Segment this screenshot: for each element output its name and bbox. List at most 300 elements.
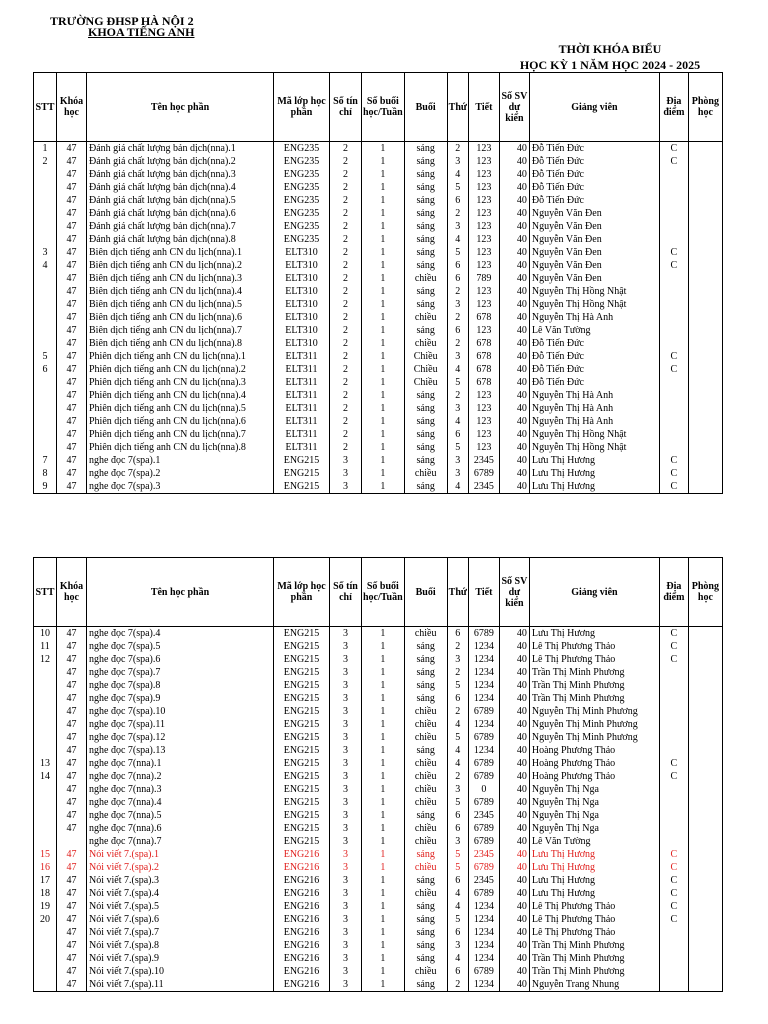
cell-buoi: sáng — [404, 324, 447, 337]
cell-ten-hoc-phan: Đánh giá chất lượng bản dịch(nna).3 — [87, 168, 274, 181]
cell-thu: 5 — [447, 796, 468, 809]
cell-so-buoi: 1 — [362, 376, 405, 389]
cell-phong-hoc — [688, 311, 722, 324]
cell-phong-hoc — [688, 181, 722, 194]
cell-so-buoi: 1 — [362, 428, 405, 441]
table-row — [34, 887, 723, 900]
cell-stt — [34, 181, 57, 194]
cell-so-sv: 40 — [499, 467, 529, 480]
cell-tiet: 1234 — [468, 952, 499, 965]
cell-buoi: sáng — [404, 679, 447, 692]
cell-giang-vien: Lê Thị Phương Thảo — [529, 926, 659, 939]
cell-thu: 3 — [447, 783, 468, 796]
cell-dia-diem — [659, 952, 688, 965]
cell-thu: 6 — [447, 809, 468, 822]
cell-thu: 5 — [447, 441, 468, 454]
cell-dia-diem — [659, 718, 688, 731]
cell-giang-vien: Đỗ Tiến Đức — [529, 194, 659, 207]
cell-khoa-hoc: 47 — [57, 809, 87, 822]
cell-giang-vien: Lê Thị Phương Thảo — [529, 653, 659, 666]
cell-so-buoi: 1 — [362, 978, 405, 992]
cell-tiet: 123 — [468, 168, 499, 181]
col-header-buoi: Buổi — [404, 73, 447, 142]
cell-so-sv: 40 — [499, 298, 529, 311]
cell-so-buoi: 1 — [362, 454, 405, 467]
table-row — [34, 939, 723, 952]
cell-khoa-hoc: 47 — [57, 415, 87, 428]
cell-so-buoi: 1 — [362, 913, 405, 926]
cell-khoa-hoc: 47 — [57, 952, 87, 965]
cell-so-sv: 40 — [499, 796, 529, 809]
table-row — [34, 926, 723, 939]
table-row — [34, 363, 723, 376]
cell-so-buoi: 1 — [362, 259, 405, 272]
cell-phong-hoc — [688, 796, 722, 809]
col-header-ten-hoc-phan: Tên học phần — [87, 73, 274, 142]
cell-so-buoi: 1 — [362, 467, 405, 480]
cell-thu: 2 — [447, 705, 468, 718]
cell-khoa-hoc: 47 — [57, 692, 87, 705]
cell-stt: 12 — [34, 653, 57, 666]
cell-phong-hoc — [688, 835, 722, 848]
cell-so-sv: 40 — [499, 285, 529, 298]
cell-ma-lop: ENG216 — [274, 874, 330, 887]
cell-giang-vien: Trần Thị Minh Phương — [529, 679, 659, 692]
cell-dia-diem — [659, 181, 688, 194]
cell-thu: 4 — [447, 952, 468, 965]
cell-so-sv: 40 — [499, 350, 529, 363]
cell-tiet: 6789 — [468, 822, 499, 835]
cell-thu: 3 — [447, 939, 468, 952]
cell-phong-hoc — [688, 402, 722, 415]
cell-tiet: 2345 — [468, 454, 499, 467]
cell-so-buoi: 1 — [362, 887, 405, 900]
cell-phong-hoc — [688, 324, 722, 337]
cell-so-buoi: 1 — [362, 926, 405, 939]
cell-tiet: 123 — [468, 389, 499, 402]
cell-so-buoi: 1 — [362, 415, 405, 428]
table-row — [34, 194, 723, 207]
table-row — [34, 848, 723, 861]
school-header — [50, 16, 194, 38]
cell-khoa-hoc: 47 — [57, 770, 87, 783]
cell-so-sv: 40 — [499, 181, 529, 194]
cell-so-tin-chi: 2 — [330, 207, 362, 220]
cell-thu: 3 — [447, 350, 468, 363]
cell-thu: 4 — [447, 757, 468, 770]
cell-stt: 19 — [34, 900, 57, 913]
cell-so-tin-chi: 3 — [330, 965, 362, 978]
cell-buoi: chiều — [404, 731, 447, 744]
cell-ma-lop: ENG215 — [274, 809, 330, 822]
cell-giang-vien: Nguyễn Thị Nga — [529, 809, 659, 822]
cell-so-sv: 40 — [499, 402, 529, 415]
cell-buoi: Chiều — [404, 350, 447, 363]
cell-phong-hoc — [688, 246, 722, 259]
col-header-ma-lop: Mã lớp học phần — [274, 73, 330, 142]
cell-ma-lop: ELT310 — [274, 311, 330, 324]
cell-ten-hoc-phan: nghe đọc 7(spa).7 — [87, 666, 274, 679]
cell-tiet: 1234 — [468, 900, 499, 913]
cell-ma-lop: ELT310 — [274, 337, 330, 350]
cell-so-sv: 40 — [499, 220, 529, 233]
cell-buoi: sáng — [404, 744, 447, 757]
cell-so-sv: 40 — [499, 415, 529, 428]
table-row — [34, 770, 723, 783]
cell-giang-vien: Đỗ Tiến Đức — [529, 142, 659, 156]
cell-giang-vien: Lê Văn Tường — [529, 835, 659, 848]
cell-thu: 5 — [447, 246, 468, 259]
cell-so-buoi: 1 — [362, 770, 405, 783]
cell-ma-lop: ELT310 — [274, 259, 330, 272]
cell-giang-vien: Nguyễn Văn Đen — [529, 233, 659, 246]
cell-thu: 4 — [447, 233, 468, 246]
cell-so-buoi: 1 — [362, 718, 405, 731]
cell-stt — [34, 731, 57, 744]
cell-thu: 2 — [447, 337, 468, 350]
col-header-thu: Thứ — [447, 558, 468, 627]
cell-buoi: sáng — [404, 653, 447, 666]
cell-thu: 4 — [447, 363, 468, 376]
cell-dia-diem: C — [659, 887, 688, 900]
cell-dia-diem: C — [659, 467, 688, 480]
cell-ten-hoc-phan: Nói viết 7.(spa).5 — [87, 900, 274, 913]
cell-tiet: 1234 — [468, 653, 499, 666]
cell-ten-hoc-phan: nghe đọc 7(spa).6 — [87, 653, 274, 666]
cell-stt: 14 — [34, 770, 57, 783]
cell-stt: 8 — [34, 467, 57, 480]
cell-ma-lop: ENG216 — [274, 952, 330, 965]
cell-ten-hoc-phan: Đánh giá chất lượng bản dịch(nna).7 — [87, 220, 274, 233]
cell-ten-hoc-phan: nghe đọc 7(spa).10 — [87, 705, 274, 718]
cell-giang-vien: Lê Thị Phương Thảo — [529, 913, 659, 926]
cell-ten-hoc-phan: Đánh giá chất lượng bản dịch(nna).6 — [87, 207, 274, 220]
cell-stt — [34, 441, 57, 454]
table-row — [34, 324, 723, 337]
cell-khoa-hoc: 47 — [57, 376, 87, 389]
cell-tiet: 1234 — [468, 926, 499, 939]
cell-ten-hoc-phan: Nói viết 7.(spa).4 — [87, 887, 274, 900]
table-row — [34, 731, 723, 744]
cell-khoa-hoc: 47 — [57, 861, 87, 874]
cell-so-tin-chi: 2 — [330, 376, 362, 389]
cell-giang-vien: Nguyễn Văn Đen — [529, 246, 659, 259]
cell-giang-vien: Đỗ Tiến Đức — [529, 350, 659, 363]
cell-khoa-hoc: 47 — [57, 887, 87, 900]
cell-khoa-hoc: 47 — [57, 311, 87, 324]
cell-so-tin-chi: 2 — [330, 350, 362, 363]
cell-phong-hoc — [688, 874, 722, 887]
table-row — [34, 874, 723, 887]
cell-khoa-hoc: 47 — [57, 402, 87, 415]
cell-ma-lop: ENG215 — [274, 705, 330, 718]
cell-stt: 10 — [34, 627, 57, 641]
cell-tiet: 2345 — [468, 480, 499, 494]
table-row — [34, 835, 723, 848]
table-row — [34, 389, 723, 402]
cell-thu: 3 — [447, 467, 468, 480]
cell-tiet: 2345 — [468, 848, 499, 861]
cell-so-sv: 40 — [499, 744, 529, 757]
col-header-khoa-hoc: Khóa học — [57, 558, 87, 627]
cell-dia-diem: C — [659, 142, 688, 156]
cell-buoi: chiều — [404, 705, 447, 718]
cell-phong-hoc — [688, 285, 722, 298]
cell-so-tin-chi: 3 — [330, 926, 362, 939]
cell-giang-vien: Nguyễn Thị Hồng Nhật — [529, 298, 659, 311]
table-row — [34, 220, 723, 233]
cell-stt — [34, 311, 57, 324]
cell-so-buoi: 1 — [362, 783, 405, 796]
cell-buoi: sáng — [404, 640, 447, 653]
cell-thu: 6 — [447, 259, 468, 272]
cell-dia-diem — [659, 692, 688, 705]
cell-stt — [34, 389, 57, 402]
cell-stt — [34, 835, 57, 848]
cell-ten-hoc-phan: Biên dịch tiếng anh CN du lịch(nna).8 — [87, 337, 274, 350]
table-row — [34, 978, 723, 992]
cell-buoi: chiều — [404, 783, 447, 796]
cell-ma-lop: ENG215 — [274, 480, 330, 494]
cell-thu: 2 — [447, 640, 468, 653]
cell-buoi: sáng — [404, 285, 447, 298]
cell-so-buoi: 1 — [362, 272, 405, 285]
cell-khoa-hoc: 47 — [57, 207, 87, 220]
cell-ma-lop: ELT310 — [274, 272, 330, 285]
cell-dia-diem — [659, 233, 688, 246]
cell-dia-diem: C — [659, 874, 688, 887]
cell-giang-vien: Nguyễn Thị Hà Anh — [529, 389, 659, 402]
cell-stt: 1 — [34, 142, 57, 156]
cell-thu: 6 — [447, 194, 468, 207]
cell-tiet: 1234 — [468, 913, 499, 926]
cell-tiet: 6789 — [468, 627, 499, 641]
cell-ten-hoc-phan: Biên dịch tiếng anh CN du lịch(nna).5 — [87, 298, 274, 311]
cell-phong-hoc — [688, 272, 722, 285]
cell-giang-vien: Lê Thị Phương Thảo — [529, 640, 659, 653]
cell-ten-hoc-phan: Biên dịch tiếng anh CN du lịch(nna).2 — [87, 259, 274, 272]
cell-stt — [34, 666, 57, 679]
cell-so-tin-chi: 3 — [330, 978, 362, 992]
table-row — [34, 311, 723, 324]
cell-stt — [34, 744, 57, 757]
cell-phong-hoc — [688, 142, 722, 156]
cell-ma-lop: ENG216 — [274, 965, 330, 978]
cell-so-tin-chi: 3 — [330, 848, 362, 861]
table-row — [34, 913, 723, 926]
col-header-ten-hoc-phan: Tên học phần — [87, 558, 274, 627]
cell-phong-hoc — [688, 350, 722, 363]
cell-so-tin-chi: 3 — [330, 900, 362, 913]
cell-buoi: sáng — [404, 952, 447, 965]
cell-ma-lop: ELT310 — [274, 324, 330, 337]
cell-dia-diem: C — [659, 848, 688, 861]
cell-thu: 5 — [447, 731, 468, 744]
cell-so-buoi: 1 — [362, 181, 405, 194]
cell-tiet: 123 — [468, 142, 499, 156]
col-header-khoa-hoc: Khóa học — [57, 73, 87, 142]
cell-stt — [34, 272, 57, 285]
table-row — [34, 402, 723, 415]
cell-giang-vien: Nguyễn Thị Hà Anh — [529, 415, 659, 428]
cell-dia-diem — [659, 311, 688, 324]
cell-stt — [34, 324, 57, 337]
cell-khoa-hoc: 47 — [57, 627, 87, 641]
cell-ma-lop: ENG215 — [274, 640, 330, 653]
cell-so-tin-chi: 2 — [330, 272, 362, 285]
header-row — [34, 73, 723, 142]
cell-thu: 2 — [447, 207, 468, 220]
cell-buoi: sáng — [404, 978, 447, 992]
cell-khoa-hoc: 47 — [57, 874, 87, 887]
cell-giang-vien: Nguyễn Thị Hà Anh — [529, 402, 659, 415]
cell-phong-hoc — [688, 783, 722, 796]
cell-ten-hoc-phan: nghe đọc 7(spa).9 — [87, 692, 274, 705]
table-row — [34, 233, 723, 246]
cell-tiet: 1234 — [468, 744, 499, 757]
cell-ten-hoc-phan: Nói viết 7.(spa).11 — [87, 978, 274, 992]
cell-buoi: chiều — [404, 467, 447, 480]
cell-so-sv: 40 — [499, 978, 529, 992]
cell-buoi: sáng — [404, 402, 447, 415]
cell-buoi: sáng — [404, 428, 447, 441]
cell-phong-hoc — [688, 467, 722, 480]
cell-stt — [34, 376, 57, 389]
page-subtitle: HỌC KỲ 1 NĂM HỌC 2024 - 2025 — [519, 58, 701, 72]
cell-buoi: chiều — [404, 796, 447, 809]
cell-dia-diem: C — [659, 913, 688, 926]
cell-tiet: 6789 — [468, 796, 499, 809]
cell-giang-vien: Nguyễn Văn Đen — [529, 272, 659, 285]
cell-tiet: 123 — [468, 428, 499, 441]
cell-so-tin-chi: 3 — [330, 770, 362, 783]
cell-stt — [34, 679, 57, 692]
cell-khoa-hoc: 47 — [57, 350, 87, 363]
cell-giang-vien: Đỗ Tiến Đức — [529, 363, 659, 376]
cell-dia-diem — [659, 285, 688, 298]
cell-ma-lop: ELT311 — [274, 428, 330, 441]
cell-tiet: 123 — [468, 259, 499, 272]
cell-tiet: 678 — [468, 350, 499, 363]
col-header-tiet: Tiết — [468, 73, 499, 142]
cell-so-sv: 40 — [499, 246, 529, 259]
cell-ten-hoc-phan: Nói viết 7.(spa).9 — [87, 952, 274, 965]
cell-dia-diem — [659, 194, 688, 207]
cell-tiet: 123 — [468, 194, 499, 207]
cell-thu: 3 — [447, 653, 468, 666]
cell-ma-lop: ENG216 — [274, 900, 330, 913]
cell-so-sv: 40 — [499, 627, 529, 641]
cell-stt: 4 — [34, 259, 57, 272]
cell-so-sv: 40 — [499, 679, 529, 692]
cell-giang-vien: Nguyễn Văn Đen — [529, 220, 659, 233]
cell-so-buoi: 1 — [362, 142, 405, 156]
cell-tiet: 789 — [468, 272, 499, 285]
cell-so-sv: 40 — [499, 272, 529, 285]
cell-khoa-hoc — [57, 835, 87, 848]
cell-khoa-hoc: 47 — [57, 181, 87, 194]
cell-ten-hoc-phan: Biên dịch tiếng anh CN du lịch(nna).6 — [87, 311, 274, 324]
cell-so-tin-chi: 2 — [330, 233, 362, 246]
cell-buoi: sáng — [404, 454, 447, 467]
cell-thu: 6 — [447, 627, 468, 641]
cell-thu: 5 — [447, 913, 468, 926]
cell-so-sv: 40 — [499, 428, 529, 441]
cell-khoa-hoc: 47 — [57, 666, 87, 679]
table-row — [34, 155, 723, 168]
cell-tiet: 678 — [468, 376, 499, 389]
cell-ma-lop: ENG235 — [274, 155, 330, 168]
table-row — [34, 272, 723, 285]
timetable-table-1 — [33, 72, 723, 494]
cell-ma-lop: ELT310 — [274, 285, 330, 298]
cell-phong-hoc — [688, 207, 722, 220]
cell-phong-hoc — [688, 454, 722, 467]
cell-so-tin-chi: 2 — [330, 142, 362, 156]
table-row — [34, 350, 723, 363]
cell-dia-diem — [659, 809, 688, 822]
cell-tiet: 6789 — [468, 835, 499, 848]
cell-giang-vien: Lưu Thị Hương — [529, 861, 659, 874]
cell-tiet: 6789 — [468, 705, 499, 718]
cell-buoi: chiều — [404, 272, 447, 285]
cell-buoi: sáng — [404, 168, 447, 181]
cell-giang-vien: Lê Văn Tường — [529, 324, 659, 337]
cell-so-sv: 40 — [499, 640, 529, 653]
cell-tiet: 2345 — [468, 809, 499, 822]
cell-phong-hoc — [688, 757, 722, 770]
cell-phong-hoc — [688, 363, 722, 376]
cell-ma-lop: ELT311 — [274, 389, 330, 402]
cell-buoi: sáng — [404, 913, 447, 926]
cell-phong-hoc — [688, 952, 722, 965]
cell-tiet: 6789 — [468, 861, 499, 874]
cell-so-tin-chi: 2 — [330, 168, 362, 181]
cell-so-buoi: 1 — [362, 194, 405, 207]
table-row — [34, 181, 723, 194]
cell-ma-lop: ENG215 — [274, 783, 330, 796]
cell-dia-diem — [659, 402, 688, 415]
cell-tiet: 123 — [468, 246, 499, 259]
cell-so-buoi: 1 — [362, 679, 405, 692]
cell-so-buoi: 1 — [362, 337, 405, 350]
cell-buoi: sáng — [404, 874, 447, 887]
cell-ten-hoc-phan: Nói viết 7.(spa).1 — [87, 848, 274, 861]
col-header-stt: STT — [34, 558, 57, 627]
cell-ma-lop: ENG215 — [274, 718, 330, 731]
cell-so-buoi: 1 — [362, 246, 405, 259]
cell-so-buoi: 1 — [362, 207, 405, 220]
table-row — [34, 900, 723, 913]
cell-so-buoi: 1 — [362, 441, 405, 454]
cell-ten-hoc-phan: nghe đọc 7(spa).4 — [87, 627, 274, 641]
cell-giang-vien: Đỗ Tiến Đức — [529, 337, 659, 350]
cell-ma-lop: ELT310 — [274, 246, 330, 259]
cell-tiet: 1234 — [468, 692, 499, 705]
cell-stt — [34, 298, 57, 311]
cell-so-buoi: 1 — [362, 952, 405, 965]
cell-phong-hoc — [688, 822, 722, 835]
cell-buoi: chiều — [404, 965, 447, 978]
cell-tiet: 2345 — [468, 874, 499, 887]
cell-ten-hoc-phan: nghe đọc 7(spa).3 — [87, 480, 274, 494]
cell-ma-lop: ENG215 — [274, 731, 330, 744]
cell-giang-vien: Trần Thị Minh Phương — [529, 666, 659, 679]
cell-so-tin-chi: 3 — [330, 757, 362, 770]
cell-so-buoi: 1 — [362, 233, 405, 246]
table-row — [34, 666, 723, 679]
cell-ma-lop: ENG215 — [274, 770, 330, 783]
